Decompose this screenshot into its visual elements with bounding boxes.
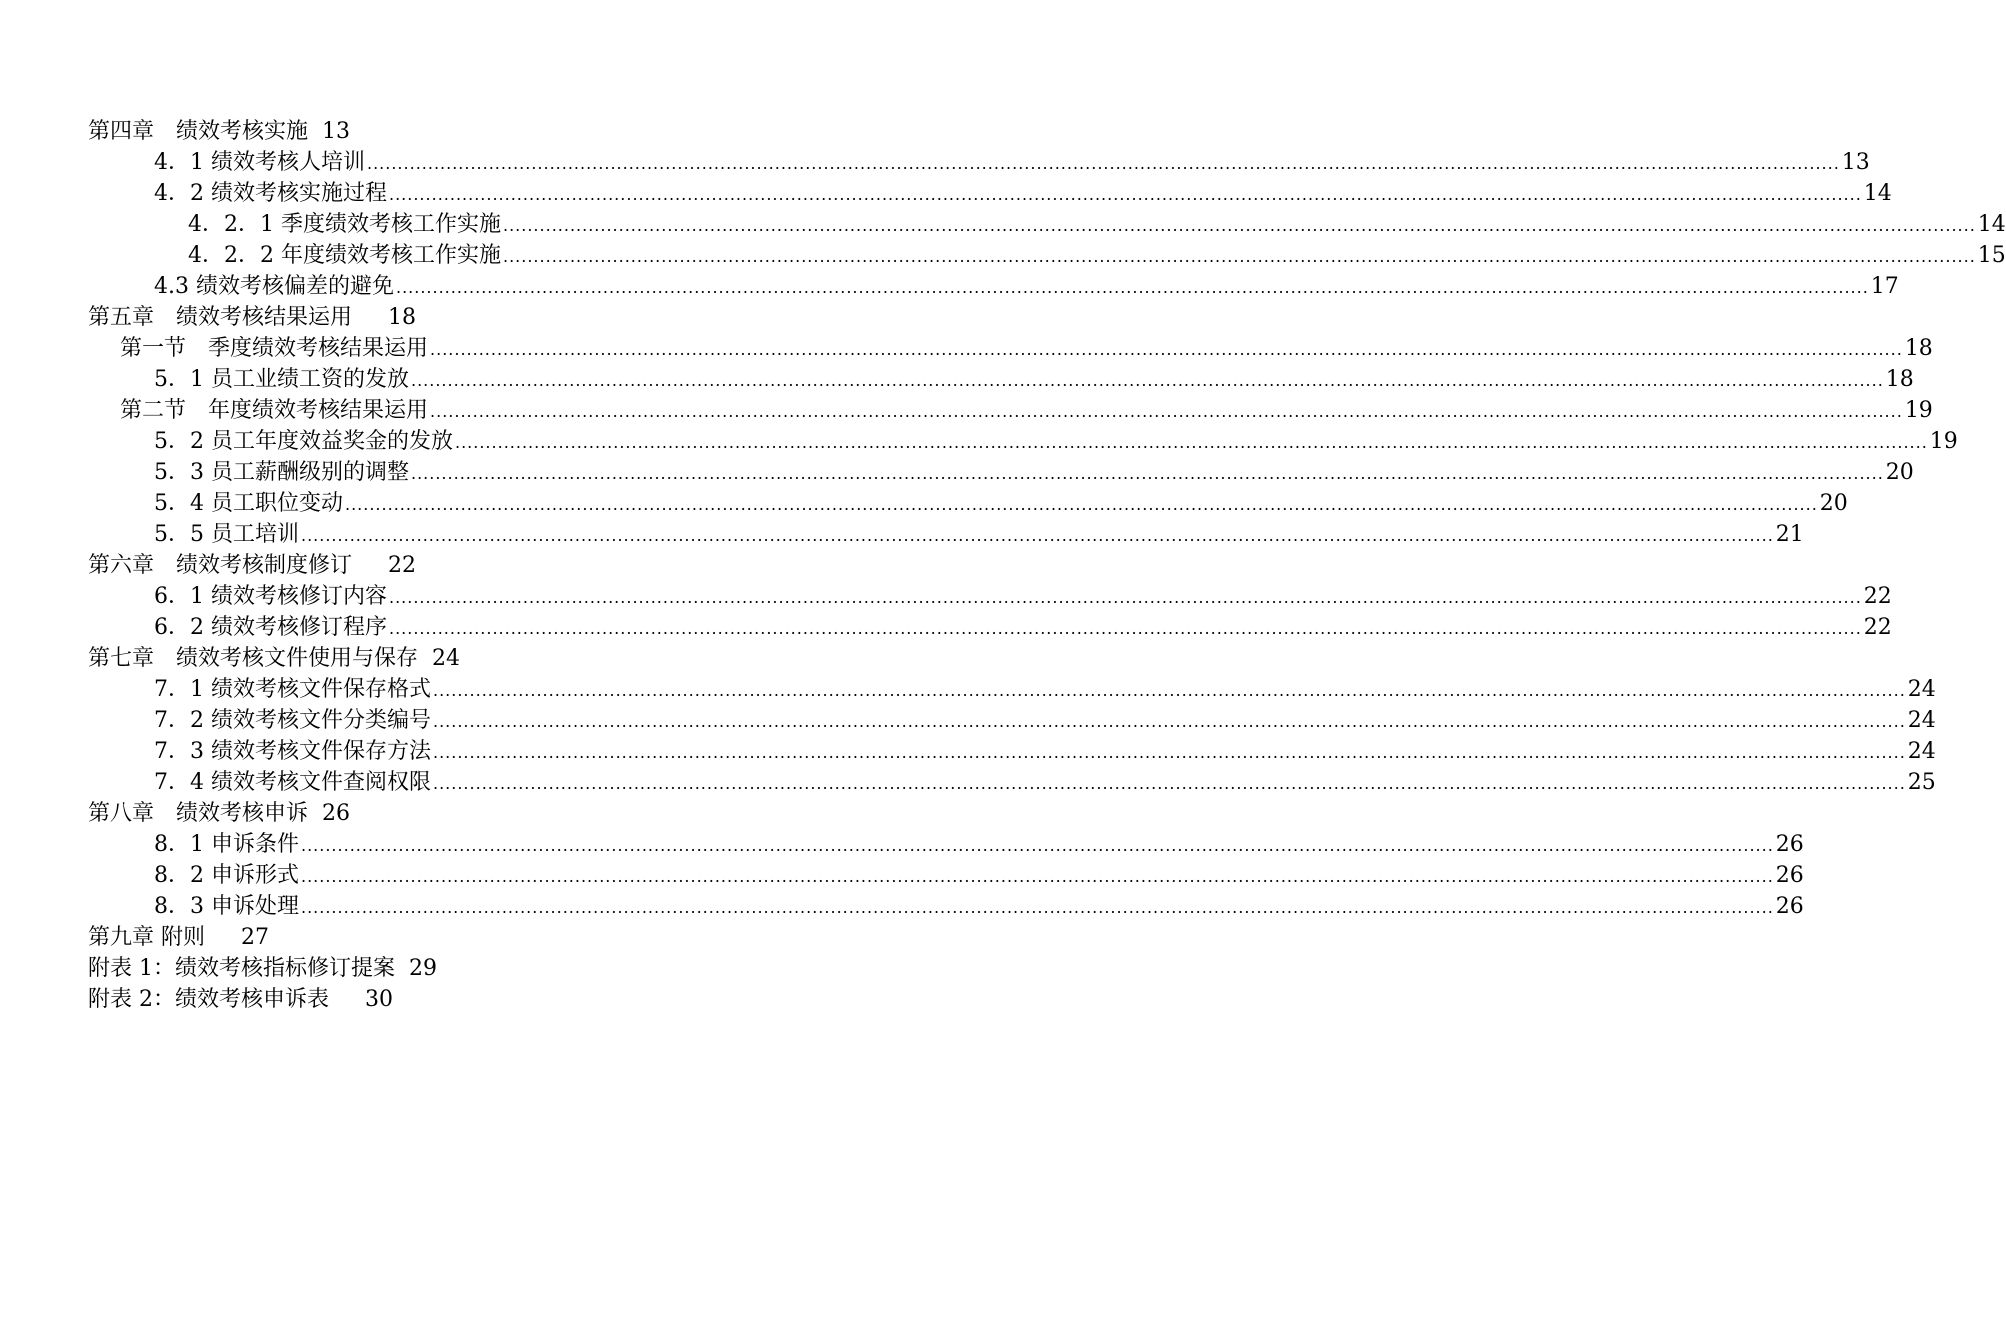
toc-entry[interactable]: [0, 333, 1933, 364]
toc-entry-title: 4．2．1 季度绩效考核工作实施: [188, 212, 501, 237]
dot-leader: [455, 427, 1928, 458]
toc-entry-title: 7．4 绩效考核文件查阅权限: [154, 770, 431, 795]
toc-entry-page-number: 13: [322, 119, 351, 144]
toc-entry-page-number: 13: [1841, 150, 1870, 175]
toc-entry[interactable]: [0, 736, 1936, 767]
toc-entry-page-number: 14: [1863, 181, 1892, 206]
toc-entry-page-number: 19: [1904, 398, 1933, 423]
dot-leader: [433, 706, 1906, 737]
toc-entry-page-number: 20: [1819, 491, 1848, 516]
dot-leader: [503, 210, 1976, 241]
toc-entry[interactable]: [0, 364, 1914, 395]
toc-entry-title: 5．3 员工薪酬级别的调整: [154, 460, 409, 485]
toc-entry[interactable]: [0, 798, 950, 829]
toc-entry[interactable]: [0, 302, 950, 333]
toc-entry[interactable]: [0, 116, 950, 147]
toc-entry[interactable]: [0, 240, 2006, 271]
toc-entry-page-number: 22: [1863, 584, 1892, 609]
dot-leader: [411, 365, 1884, 396]
toc-entry-title: 6．2 绩效考核修订程序: [154, 615, 387, 640]
toc-entry-title: 4．2．2 年度绩效考核工作实施: [188, 243, 501, 268]
toc-entry-title: 第一节 季度绩效考核结果运用: [120, 336, 429, 361]
toc-entry-title: 8．2 申诉形式: [154, 863, 299, 888]
dot-leader: [301, 861, 1774, 892]
toc-entry[interactable]: [0, 178, 1892, 209]
toc-entry[interactable]: [0, 860, 1804, 891]
toc-entry[interactable]: [0, 426, 1958, 457]
dot-leader: [389, 613, 1862, 644]
dot-leader: [433, 675, 1906, 706]
dot-leader: [430, 396, 1903, 427]
toc-entry-title: 4．1 绩效考核人培训: [154, 150, 365, 175]
toc-entry-page-number: 26: [1775, 863, 1804, 888]
toc-entry-title: 4.3 绩效考核偏差的避免: [154, 274, 394, 299]
dot-leader: [345, 489, 1818, 520]
toc-entry-page-number: 24: [1907, 708, 1936, 733]
toc-entry[interactable]: [0, 519, 1804, 550]
toc-entry-page-number: 29: [409, 956, 437, 981]
toc-entry[interactable]: [0, 922, 950, 953]
toc-entry[interactable]: [0, 643, 950, 674]
toc-entry-title: 7．3 绩效考核文件保存方法: [154, 739, 431, 764]
toc-entry-page-number: 22: [1863, 615, 1892, 640]
toc-entry[interactable]: [0, 674, 1936, 705]
toc-entry-title: 第五章 绩效考核结果运用: [88, 305, 375, 330]
toc-entry-page-number: 18: [1904, 336, 1933, 361]
toc-entry-title: 第九章 附则: [88, 925, 227, 950]
dot-leader: [411, 458, 1884, 489]
toc-entry[interactable]: [0, 581, 1892, 612]
toc-entry[interactable]: [0, 271, 1899, 302]
toc-entry[interactable]: [0, 457, 1914, 488]
dot-leader: [430, 334, 1903, 365]
dot-leader: [396, 272, 1869, 303]
toc-entry-page-number: 21: [1775, 522, 1804, 547]
table-of-contents: [0, 116, 2006, 1015]
toc-entry-title: 5．5 员工培训: [154, 522, 299, 547]
toc-entry-title: 附表 1：绩效考核指标修订提案: [88, 956, 395, 981]
toc-entry-title: 6．1 绩效考核修订内容: [154, 584, 387, 609]
toc-entry[interactable]: [0, 612, 1892, 643]
toc-entry-title: 第二节 年度绩效考核结果运用: [120, 398, 429, 423]
toc-entry-title: 7．1 绩效考核文件保存格式: [154, 677, 431, 702]
toc-entry-title: 8．1 申诉条件: [154, 832, 299, 857]
toc-entry-page-number: 18: [1885, 367, 1914, 392]
dot-leader: [367, 148, 1840, 179]
toc-entry-page-number: 18: [388, 305, 417, 330]
toc-entry-page-number: 24: [1907, 739, 1936, 764]
toc-entry-page-number: 26: [1775, 894, 1804, 919]
toc-entry[interactable]: [0, 147, 1870, 178]
toc-entry-title: 8．3 申诉处理: [154, 894, 299, 919]
toc-entry[interactable]: [0, 829, 1804, 860]
toc-entry-page-number: 26: [322, 801, 351, 826]
dot-leader: [389, 179, 1862, 210]
dot-leader: [433, 737, 1906, 768]
toc-entry-page-number: 17: [1870, 274, 1899, 299]
toc-entry[interactable]: [0, 395, 1933, 426]
toc-entry-page-number: 22: [388, 553, 417, 578]
toc-entry-title: 第七章 绩效考核文件使用与保存: [88, 646, 419, 671]
dot-leader: [301, 520, 1774, 551]
toc-entry-title: 第六章 绩效考核制度修订: [88, 553, 375, 578]
toc-entry-page-number: 24: [1907, 677, 1936, 702]
toc-entry[interactable]: [0, 209, 2006, 240]
toc-entry[interactable]: [0, 953, 950, 984]
toc-entry-page-number: 19: [1929, 429, 1958, 454]
toc-entry-title: 4．2 绩效考核实施过程: [154, 181, 387, 206]
toc-entry-title: 7．2 绩效考核文件分类编号: [154, 708, 431, 733]
toc-entry-title: 第四章 绩效考核实施: [88, 119, 309, 144]
toc-entry[interactable]: [0, 984, 950, 1015]
dot-leader: [433, 768, 1906, 799]
toc-entry-page-number: 30: [365, 987, 393, 1012]
toc-entry-title: 附表 2：绩效考核申诉表: [88, 987, 351, 1012]
toc-entry-page-number: 20: [1885, 460, 1914, 485]
dot-leader: [389, 582, 1862, 613]
toc-entry[interactable]: [0, 550, 950, 581]
toc-entry-title: 第八章 绩效考核申诉: [88, 801, 309, 826]
dot-leader: [301, 830, 1774, 861]
toc-entry[interactable]: [0, 767, 1936, 798]
toc-entry[interactable]: [0, 891, 1804, 922]
dot-leader: [301, 892, 1774, 923]
toc-entry-page-number: 14: [1977, 212, 2006, 237]
toc-entry-page-number: 27: [241, 925, 269, 950]
dot-leader: [503, 241, 1976, 272]
toc-entry-page-number: 15: [1977, 243, 2006, 268]
toc-entry-title: 5．4 员工职位变动: [154, 491, 343, 516]
toc-entry-page-number: 24: [432, 646, 461, 671]
toc-entry-title: 5．2 员工年度效益奖金的发放: [154, 429, 453, 454]
toc-entry-title: 5．1 员工业绩工资的发放: [154, 367, 409, 392]
toc-entry[interactable]: [0, 488, 1848, 519]
toc-entry-page-number: 25: [1907, 770, 1936, 795]
toc-entry[interactable]: [0, 705, 1936, 736]
toc-entry-page-number: 26: [1775, 832, 1804, 857]
